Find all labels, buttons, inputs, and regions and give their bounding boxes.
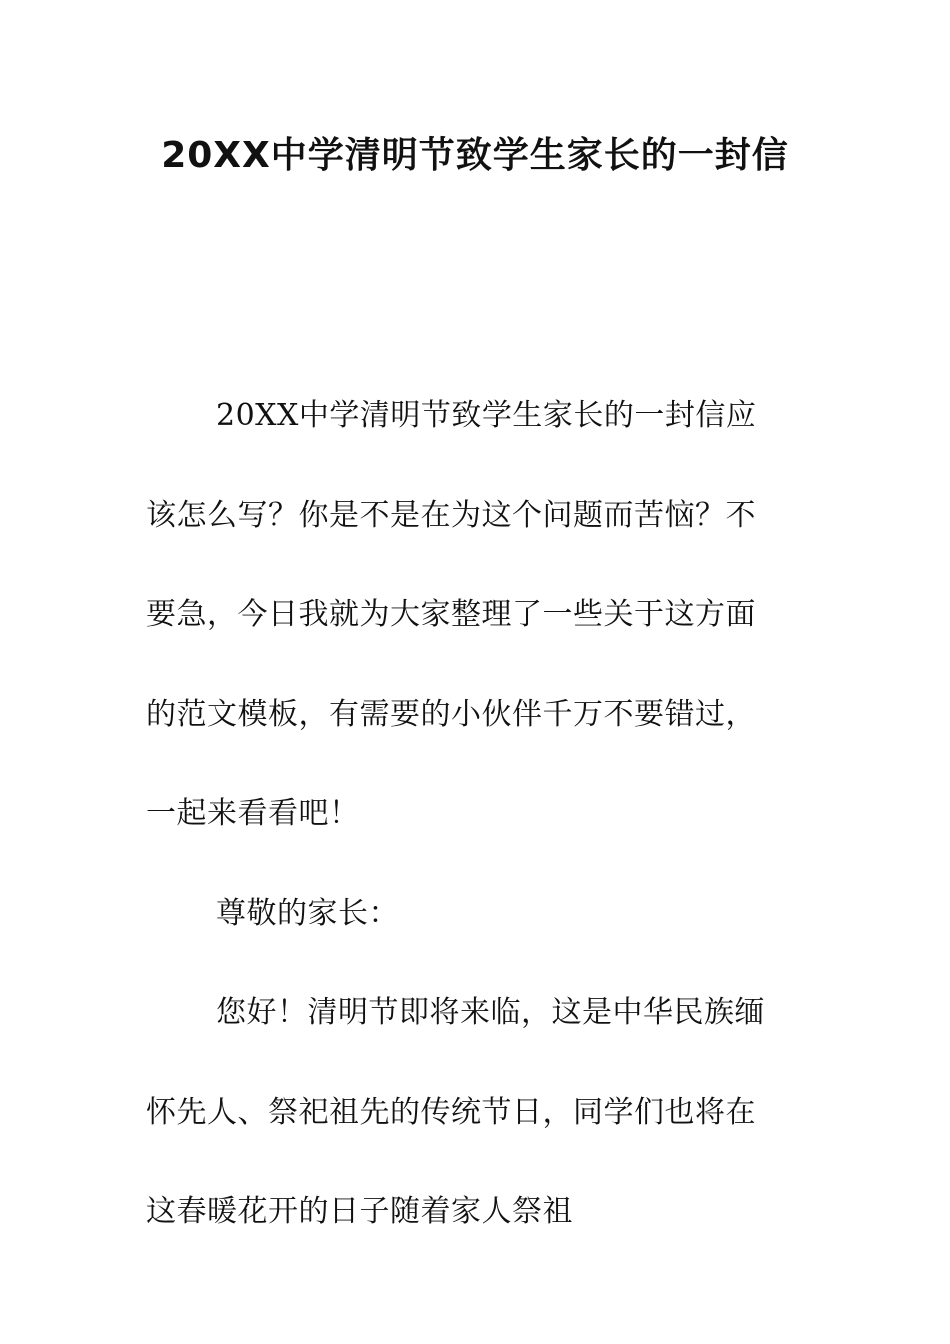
document-body — [146, 366, 786, 1262]
letter-paragraph: 您好！清明节即将来临，这是中华民族缅怀先人、祭祀祖先的传统节日，同学们也将在这春暖花开的日子随着家人祭祖 — [146, 995, 765, 1229]
intro-paragraph: 20XX中学清明节致学生家长的一封信应该怎么写？你是不是在为这个问题而苦恼？不要急，今日我就为大家整理了一些关于这方面的范文模板，有需要的小伙伴千万不要错过，一起来看看吧！ — [146, 398, 757, 831]
document-title: 20XX中学清明节致学生家长的一封信 — [161, 135, 789, 176]
salutation: 尊敬的家长： — [216, 895, 399, 931]
